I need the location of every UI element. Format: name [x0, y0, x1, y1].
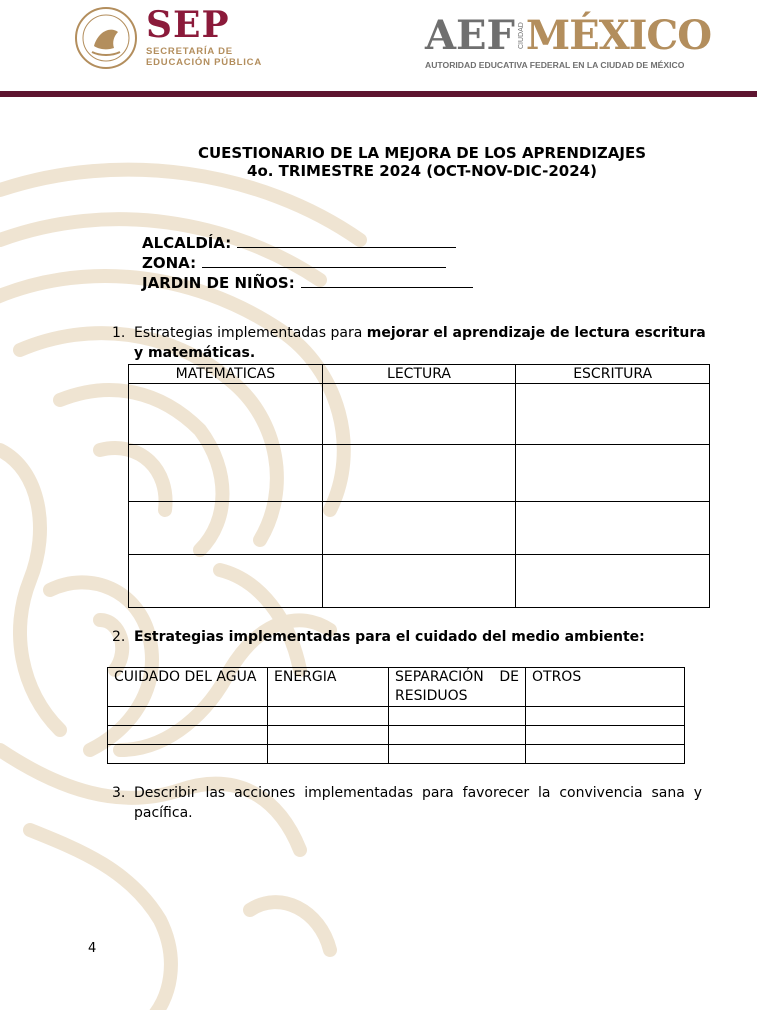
table-cell[interactable] — [516, 502, 710, 555]
table-cell[interactable] — [322, 384, 516, 445]
question-2-text: Estrategias implementadas para el cuidado del medio ambiente: — [134, 629, 645, 645]
table-cell[interactable] — [389, 707, 526, 726]
question-1-number: 1. — [112, 325, 126, 341]
alcaldia-row — [142, 233, 473, 253]
header-separacion-residuos: SEPARACIÓN DE RESIDUOS — [389, 668, 526, 707]
table-row — [129, 502, 710, 555]
table-cell[interactable] — [108, 707, 268, 726]
header-energia: ENERGIA — [268, 668, 389, 707]
jardin-label: JARDIN DE NIÑOS: — [142, 274, 295, 292]
table-cell[interactable] — [516, 445, 710, 502]
table-cell[interactable] — [268, 707, 389, 726]
jardin-row — [142, 273, 473, 293]
table-row — [108, 726, 685, 745]
table-cell[interactable] — [516, 555, 710, 608]
table-header-row — [129, 365, 710, 384]
table-cell[interactable] — [526, 726, 685, 745]
sep-subtitle-line1: SECRETARÍA DE — [146, 46, 233, 57]
title-line-1: CUESTIONARIO DE LA MEJORA DE LOS APRENDIZAJES — [197, 144, 647, 162]
question-2 — [112, 627, 707, 647]
sep-title: SEP — [146, 4, 230, 46]
table-cell[interactable] — [526, 707, 685, 726]
alcaldia-label: ALCALDÍA: — [142, 234, 232, 252]
table-cell[interactable] — [108, 726, 268, 745]
question-2-number: 2. — [112, 629, 126, 645]
header-matematicas: MATEMATICAS — [129, 365, 323, 384]
question-1-text-bold: mejorar el aprendizaje de lectura escritura y matemáticas. — [134, 325, 706, 361]
aef-logo — [425, 12, 712, 70]
question-1 — [112, 323, 707, 363]
table-cell[interactable] — [389, 726, 526, 745]
zona-blank[interactable] — [202, 253, 446, 268]
aef-subtitle: AUTORIDAD EDUCATIVA FEDERAL EN LA CIUDAD DE MÉXICO — [425, 60, 685, 70]
aef-text: AEF — [425, 12, 515, 59]
page-number: 4 — [88, 941, 97, 956]
title-line-2: 4o. TRIMESTRE 2024 (OCT-NOV-DIC-2024) — [247, 162, 597, 180]
table-cell[interactable] — [129, 445, 323, 502]
sep-subtitle-line2: EDUCACIÓN PÚBLICA — [146, 57, 262, 68]
question-3-text: Describir las acciones implementadas para favorecer la convivencia sana y pacífica. — [134, 785, 702, 821]
jardin-blank[interactable] — [301, 273, 473, 288]
zona-label: ZONA: — [142, 254, 197, 272]
table-cell[interactable] — [322, 555, 516, 608]
header-lectura: LECTURA — [322, 365, 516, 384]
table-q2 — [107, 667, 685, 764]
alcaldia-blank[interactable] — [237, 233, 456, 248]
table-q1 — [128, 364, 710, 608]
table-cell[interactable] — [389, 745, 526, 764]
table-cell[interactable] — [322, 502, 516, 555]
table-cell[interactable] — [129, 502, 323, 555]
table-cell[interactable] — [108, 745, 268, 764]
header-escritura: ESCRITURA — [516, 365, 710, 384]
zona-row — [142, 253, 473, 273]
table-cell[interactable] — [268, 726, 389, 745]
header-cuidado-agua: CUIDADO DEL AGUA — [108, 668, 268, 707]
mexico-text: MÉXICO — [525, 12, 712, 59]
table-cell[interactable] — [516, 384, 710, 445]
school-info-fields — [142, 233, 473, 293]
question-1-text — [134, 323, 707, 363]
table-cell[interactable] — [322, 445, 516, 502]
table-row — [108, 707, 685, 726]
table-row — [108, 745, 685, 764]
table-cell[interactable] — [129, 555, 323, 608]
table-row — [129, 555, 710, 608]
document-title — [120, 144, 724, 180]
question-1-text-plain: Estrategias implementadas para — [134, 325, 367, 341]
ciudad-text: CIUDAD — [517, 22, 525, 50]
mexico-seal-icon — [74, 6, 138, 70]
sep-logo — [74, 6, 262, 70]
table-cell[interactable] — [129, 384, 323, 445]
table-cell[interactable] — [526, 745, 685, 764]
question-3-number: 3. — [112, 785, 126, 801]
header-otros: OTROS — [526, 668, 685, 707]
table-row — [129, 384, 710, 445]
table-header-row — [108, 668, 685, 707]
table-row — [129, 445, 710, 502]
question-3 — [112, 783, 702, 823]
header-rule — [0, 91, 757, 97]
table-cell[interactable] — [268, 745, 389, 764]
